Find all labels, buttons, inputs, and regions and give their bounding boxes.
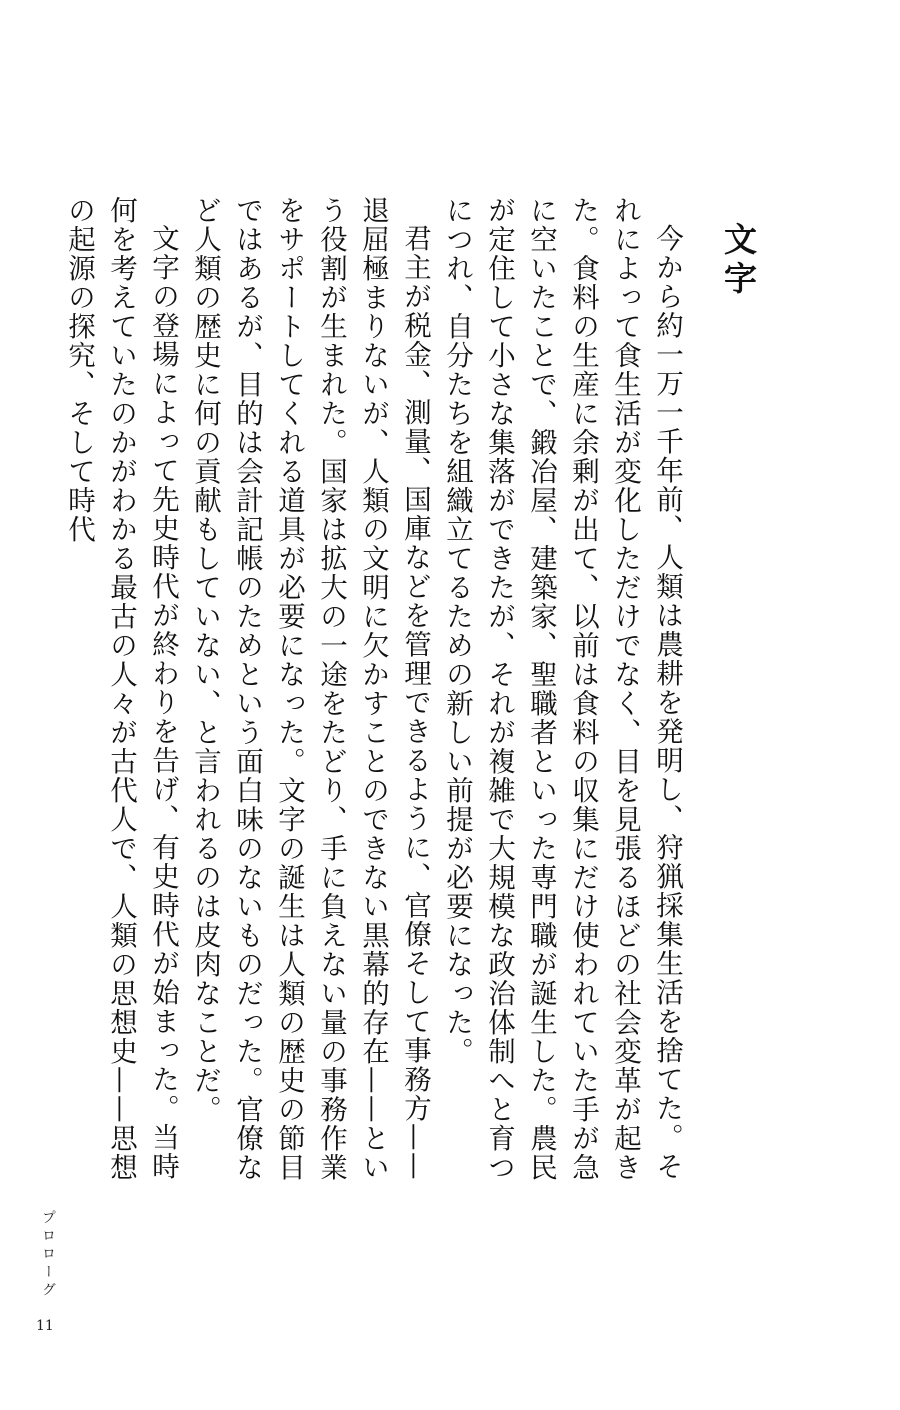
body-text [63, 196, 688, 1196]
paragraph-2: 君主が税金、測量、国庫などを管理できるように、官僚そして事務方——退屈極まりないが、人類の文明に欠かすことのできない黒幕的存在——という役割が生まれた。国家は拡大の一途をたどり、手に負えない量の事務作業をサポートしてくれる道具が必要になった。文字の誕生は人類の歴史の節目ではあるが、目的は会計記帳のためという面白味のないものだった。官僚など人類の歴史に何の貢献もしていない、と言われるのは皮肉なことだ。 [189, 196, 431, 1182]
paragraph-1: 今から約一万一千年前、人類は農耕を発明し、狩猟採集生活を捨てた。それによって食生活が変化しただけでなく、目を見張るほどの社会変革が起きた。食料の生産に余剰が出て、以前は食料の収集にだけ使われていた手が急に空いたことで、鍛冶屋、建築家、聖職者といった専門職が誕生した。農民が定住して小さな集落ができたが、それが複雑で大規模な政治体制へと育つにつれ、自分たちを組織立てるための新しい前提が必要になった。 [441, 196, 683, 1182]
running-head: プロローグ [40, 1210, 56, 1300]
page-number: 11 [36, 1318, 54, 1334]
section-heading: 文字 [719, 222, 758, 300]
paragraph-3: 文字の登場によって先史時代が終わりを告げ、有史時代が始まった。当時何を考えていたのかがわかる最古の人々が古代人で、人類の思想史——思想の起源の探究、そして時代 [63, 196, 179, 1182]
